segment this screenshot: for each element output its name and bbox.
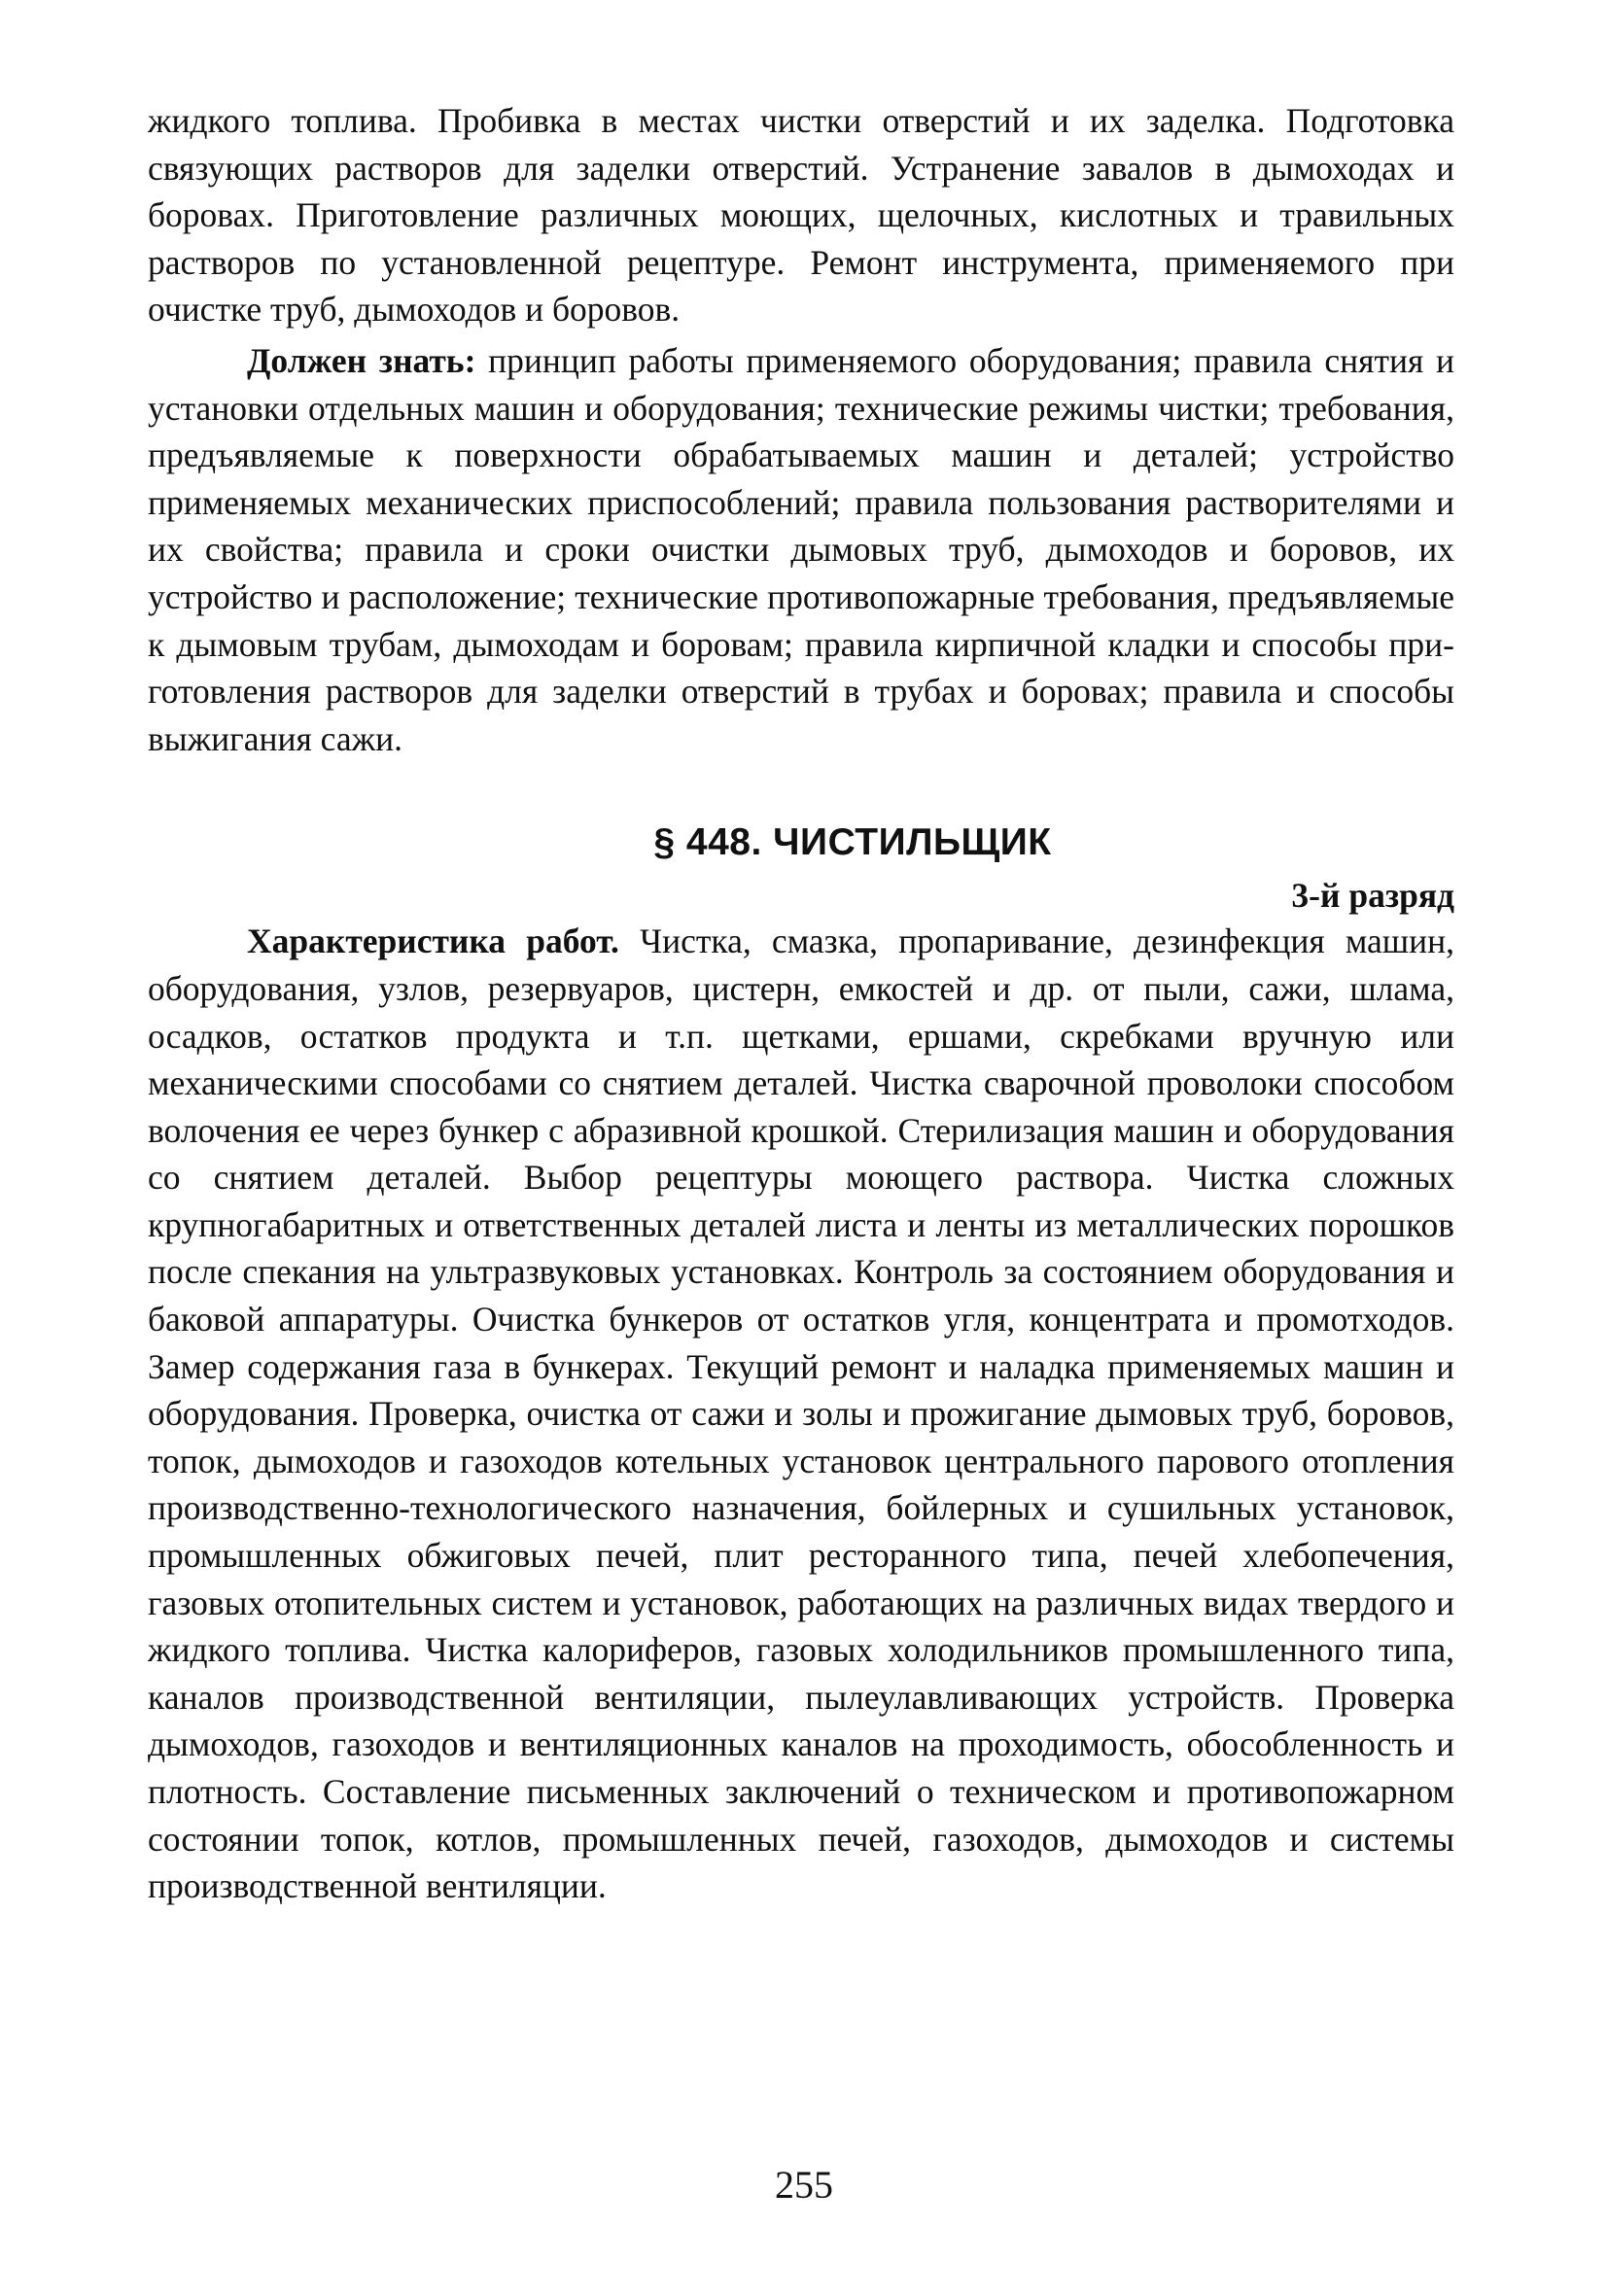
must-know-paragraph [148, 337, 1454, 762]
page-content [148, 97, 1454, 1910]
work-characteristics-paragraph [148, 918, 1454, 1909]
work-characteristics-lead: Характеристика работ. [247, 922, 619, 961]
must-know-lead: Должен знать: [247, 340, 476, 380]
continuation-paragraph: жидкого топлива. Пробивка в местах чистки отверстий и их заделка. Подготовка связующих растворов для заделки отверстий. Устранение завалов в дымоходах и боровах. Приготовление различных моющих, щелочных, кислотных и травильных растворов по установленной рецептуре. Ремонт инструмента, применяемого при очистке труб, дымоходов и боровов. [148, 101, 1454, 330]
page-number: 255 [775, 2163, 833, 2207]
must-know-text: принцип работы применяемого оборудования; правила снятия и установки отдельных машин и оборудования; технические режимы чистки; требования, предъявляемые к поверхности обрабатываемых машин и деталей; устройство применяемых механических приспособлений; правила пользования растворителями и их свойства; правила и сроки очистки дымовых труб, дымоходов и боровов, их устройство и расположение; технические противопожарные требования, предъявляемые к дымовым трубам, дымоходам и боровам; правила кирпичной кладки и способы приготовления растворов для заделки отверстий в трубах и боровах; правила и способы выжигания сажи. [148, 340, 1454, 758]
work-characteristics-text: Чистка, смазка, пропаривание, дезинфекция машин, оборудования, узлов, резервуаров, цистерн, емкостей и др. от пыли, сажи, шлама, осадков, остатков продукта и т.п. щетками, ершами, скребками вручную или механическими способами со снятием деталей. Чистка сварочной проволоки способом волочения ее через бункер с абразивной крошкой. Стерилизация машин и оборудования со снятием деталей. Выбор рецептуры моющего раствора. Чистка сложных крупногабаритных и ответственных деталей листа и ленты из металлических порошков после спекания на ультразвуковых установках. Контроль за состоянием оборудования и баковой аппаратуры. Очистка бункеров от остатков угля, концентрата и промотходов. Замер содержания газа в бункерах. Текущий ремонт и наладка применяемых машин и оборудования. Проверка, очистка от сажи и золы и прожигание дымовых труб, боровов, топок, дымоходов и газоходов котельных установок центрального парового отопления производственно-технологического назначения, бойлерных и сушильных установок, промышленных обжиговых печей, плит ресторанного типа, печей хлебопечения, газовых отопительных систем и установок, работающих на различных видах твердого и жидкого топлива. Чистка калориферов, газовых холодильников промышленного типа, каналов производственной вентиляции, пылеулавливающих устройств. Проверка дымоходов, газоходов и вентиляционных каналов на проходимость, обособленность и плотность. Составление письменных заключений о техническом и противопожарном состоянии топок, котлов, промышленных печей, газоходов, дымоходов и системы производственной вентиляции. [148, 922, 1455, 1906]
grade-label: 3-й разряд [1291, 876, 1454, 916]
section-title: § 448. ЧИСТИЛЬЩИК [653, 821, 1052, 864]
